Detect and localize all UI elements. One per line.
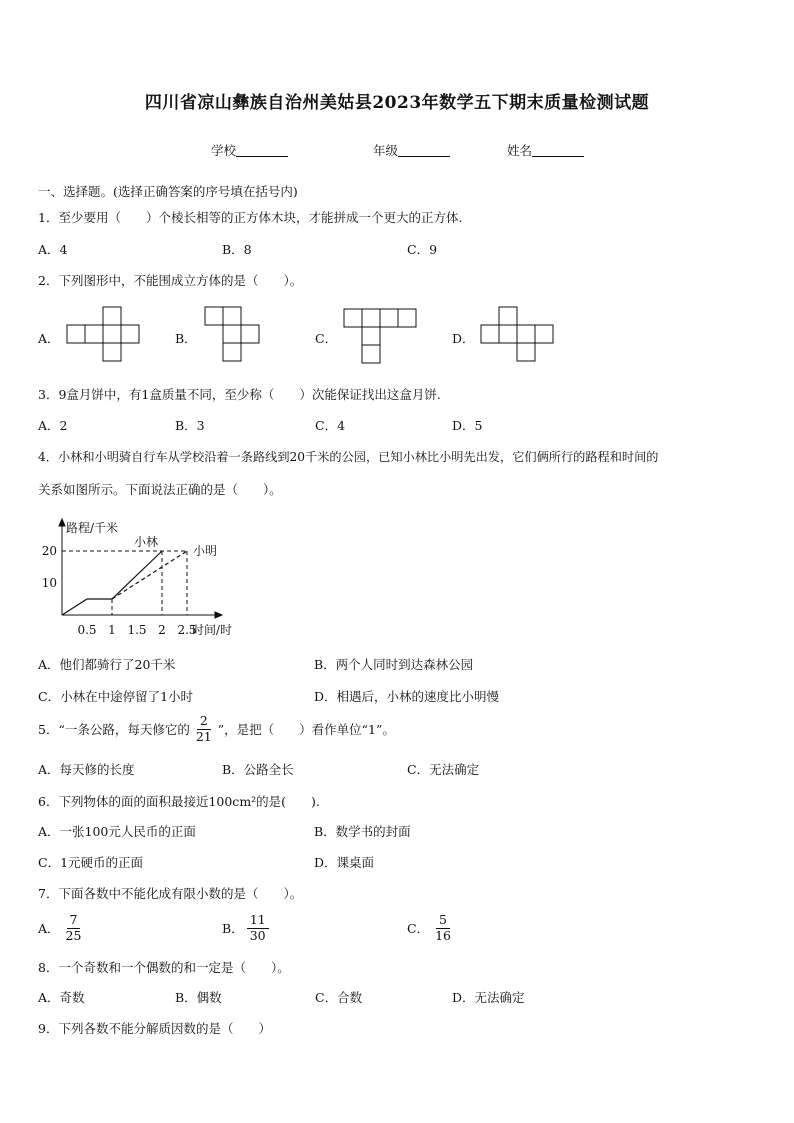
q8-option-b: B．偶数 (175, 990, 222, 1005)
page-title: 四川省凉山彝族自治州美姑县2023年数学五下期末质量检测试题 (144, 93, 650, 113)
x-tick-label-0: 0.5 (77, 623, 97, 637)
q3-option-b: B．3 (175, 418, 205, 433)
q7-option-c-label: C． (407, 921, 430, 936)
q7-a-den: 25 (65, 927, 82, 943)
q5-fraction (193, 714, 215, 744)
q2-option-d: D． (452, 331, 475, 346)
school-blank (236, 144, 288, 157)
question-5 (38, 711, 395, 747)
q5-text-pre: 5．“一条公路，每天修它的 (38, 722, 190, 737)
q1-option-b: B．8 (222, 242, 252, 257)
y-tick-label-1: 20 (41, 544, 57, 558)
q7-b-num: 11 (247, 913, 269, 928)
school-label: 学校 (211, 143, 237, 158)
q6-option-a: A．一张100元人民币的正面 (38, 824, 196, 839)
q7-a-num: 7 (67, 913, 81, 928)
q6-option-b: B．数学书的封面 (314, 824, 411, 839)
q2-option-a: A． (38, 331, 60, 346)
question-3: 3．9盒月饼中，有1盒质量不同，至少称（ ）次能保证找出这盒月饼. (38, 387, 441, 402)
question-2: 2．下列图形中，不能围成立方体的是（ ）。 (38, 273, 303, 288)
name-label: 姓名 (507, 143, 533, 158)
distance-time-chart (36, 515, 276, 645)
q8-option-d: D．无法确定 (452, 990, 525, 1005)
q5-option-c: C．无法确定 (407, 762, 480, 777)
q8-option-c: C．合数 (315, 990, 363, 1005)
cube-net-a (66, 306, 141, 364)
question-9: 9．下列各数不能分解质因数的是（ ） (38, 1021, 271, 1036)
q5-fraction-num: 2 (197, 714, 211, 729)
series-label-xiaoming: 小明 (193, 544, 218, 558)
x-axis-arrow (215, 612, 222, 618)
q7-c-den: 16 (435, 927, 451, 943)
q7-c-num: 5 (436, 913, 450, 928)
school-field (211, 141, 288, 159)
q5-fraction-den: 21 (195, 728, 212, 744)
cube-net-b (204, 306, 264, 364)
q6-option-d: D．课桌面 (314, 855, 375, 870)
q4-option-a: A．他们都骑行了20千米 (38, 657, 176, 672)
y-axis-arrow (59, 519, 65, 526)
q3-option-d: D．5 (452, 418, 483, 433)
grade-blank (398, 144, 450, 157)
q7-option-c (407, 910, 457, 946)
x-tick-label-4: 2.5 (177, 623, 197, 637)
x-tick-label-1: 1 (108, 623, 116, 637)
q7-option-a-label: A． (38, 921, 60, 936)
q4-option-c: C．小林在中途停留了1小时 (38, 689, 194, 704)
x-axis-label: 时间/时 (192, 623, 233, 637)
q7-option-c-fraction (432, 913, 454, 943)
section-heading: 一、选择题。(选择正确答案的序号填在括号内) (38, 184, 298, 199)
question-8: 8．一个奇数和一个偶数的和一定是（ ）。 (38, 960, 290, 975)
series-xiaoming (112, 551, 187, 599)
q3-option-a: A．2 (38, 418, 68, 433)
q7-option-a-fraction (63, 913, 85, 943)
q4-option-d: D．相遇后，小林的速度比小明慢 (314, 689, 500, 704)
cube-net-d (480, 306, 556, 364)
q7-option-b-fraction (247, 913, 269, 943)
q7-option-b (222, 910, 272, 946)
q5-option-b: B．公路全长 (222, 762, 294, 777)
q1-option-c: C．9 (407, 242, 438, 257)
q7-option-a (38, 910, 87, 946)
q1-option-a: A．4 (38, 242, 68, 257)
grade-field (373, 141, 450, 159)
q5-option-a: A．每天修的长度 (38, 762, 135, 777)
q6-option-c: C．1元硬币的正面 (38, 855, 144, 870)
question-6: 6．下列物体的面的面积最接近100cm²的是( ). (38, 794, 320, 809)
x-tick-label-3: 2 (158, 623, 166, 637)
q8-option-a: A．奇数 (38, 990, 85, 1005)
q3-option-c: C．4 (315, 418, 346, 433)
q7-b-den: 30 (249, 927, 266, 943)
series-label-xiaolin: 小林 (133, 535, 159, 549)
q5-text-post: ”，是把（ ）看作单位“1”。 (217, 722, 395, 737)
q7-option-b-label: B． (222, 921, 244, 936)
series-xiaolin (62, 551, 162, 615)
name-field (507, 141, 584, 159)
question-4-line-2: 关系如图所示。下面说法正确的是（ ）。 (38, 482, 282, 497)
q2-option-c: C． (315, 331, 338, 346)
name-blank (532, 144, 584, 157)
x-tick-label-2: 1.5 (127, 623, 147, 637)
grade-label: 年级 (373, 143, 399, 158)
question-4-line-1: 4．小林和小明骑自行车从学校沿着一条路线到20千米的公园，已知小林比小明先出发，它们俩所行的路程和时间的 (38, 450, 659, 464)
y-tick-label-0: 10 (41, 576, 57, 590)
q4-option-b: B．两个人同时到达森林公园 (314, 657, 474, 672)
y-axis-label: 路程/千米 (66, 521, 119, 535)
question-7: 7．下面各数中不能化成有限小数的是（ ）。 (38, 886, 303, 901)
q2-option-b: B． (175, 331, 197, 346)
question-1: 1．至少要用（ ）个棱长相等的正方体木块，才能拼成一个更大的正方体. (38, 210, 463, 225)
cube-net-c (343, 308, 419, 366)
